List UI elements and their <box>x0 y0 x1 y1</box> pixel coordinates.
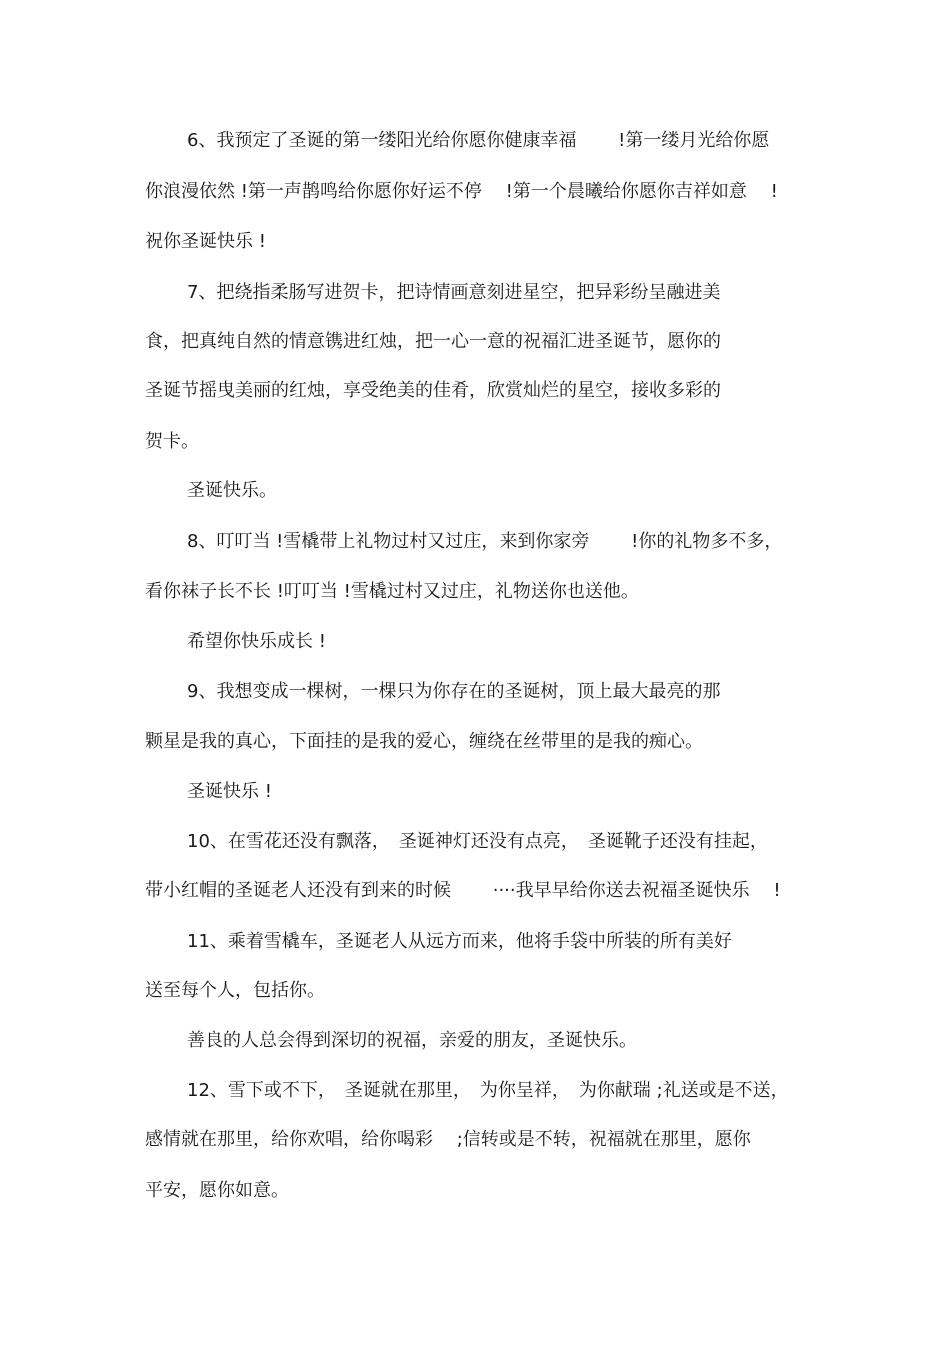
paragraph-12-line-2: 感情就在那里，给你欢唱，给你喝彩 ;信转或是不转，祝福就在那里，愿你 <box>145 1129 751 1150</box>
paragraph-11-closing: 善良的人总会得到深切的祝福，亲爱的朋友，圣诞快乐。 <box>187 1030 637 1051</box>
paragraph-8-line-2: 看你袜子长不长 !叮叮当 !雪橇过村又过庄，礼物送你也送他。 <box>145 581 639 602</box>
paragraph-9-line-1: 9、我想变成一棵树，一棵只为你存在的圣诞树，顶上最大最亮的那 <box>187 681 721 702</box>
paragraph-7-line-4: 贺卡。 <box>145 431 199 452</box>
paragraph-12-line-1: 12、雪下或不下， 圣诞就在那里， 为你呈祥， 为你献瑞 ;礼送或是不送， <box>187 1080 789 1101</box>
paragraph-8-closing: 希望你快乐成长 ! <box>187 631 326 652</box>
paragraph-7-line-2: 食，把真纯自然的情意镌进红烛，把一心一意的祝福汇进圣诞节，愿你的 <box>145 331 721 352</box>
paragraph-9-closing: 圣诞快乐 ! <box>187 781 272 802</box>
paragraph-12-line-3: 平安，愿你如意。 <box>145 1180 289 1201</box>
paragraph-11-line-2: 送至每个人，包括你。 <box>145 980 325 1001</box>
paragraph-11-line-1: 11、乘着雪橇车，圣诞老人从远方而来，他将手袋中所装的所有美好 <box>187 931 732 952</box>
paragraph-7-closing: 圣诞快乐。 <box>187 480 277 501</box>
paragraph-10-line-1: 10、在雪花还没有飘落， 圣诞神灯还没有点亮， 圣诞靴子还没有挂起， <box>187 831 768 852</box>
paragraph-6-line-2: 你浪漫依然 !第一声鹊鸣给你愿你好运不停 !第一个晨曦给你愿你吉祥如意 ! <box>145 181 778 202</box>
paragraph-8-line-1: 8、叮叮当 !雪橇带上礼物过村又过庄，来到你家旁 !你的礼物多不多， <box>187 531 783 552</box>
paragraph-6-line-3: 祝你圣诞快乐 ! <box>145 231 266 252</box>
paragraph-6-line-1: 6、我预定了圣诞的第一缕阳光给你愿你健康幸福 !第一缕月光给你愿 <box>187 130 770 151</box>
paragraph-7-line-3: 圣诞节摇曳美丽的红烛，享受绝美的佳肴，欣赏灿烂的星空，接收多彩的 <box>145 380 721 401</box>
paragraph-7-line-1: 7、把绕指柔肠写进贺卡，把诗情画意刻进星空，把异彩纷呈融进美 <box>187 282 721 303</box>
paragraph-10-line-2: 带小红帽的圣诞老人还没有到来的时候 ····我早早给你送去祝福圣诞快乐 ! <box>145 880 781 901</box>
paragraph-9-line-2: 颗星是我的真心，下面挂的是我的爱心，缠绕在丝带里的是我的痴心。 <box>145 731 703 752</box>
